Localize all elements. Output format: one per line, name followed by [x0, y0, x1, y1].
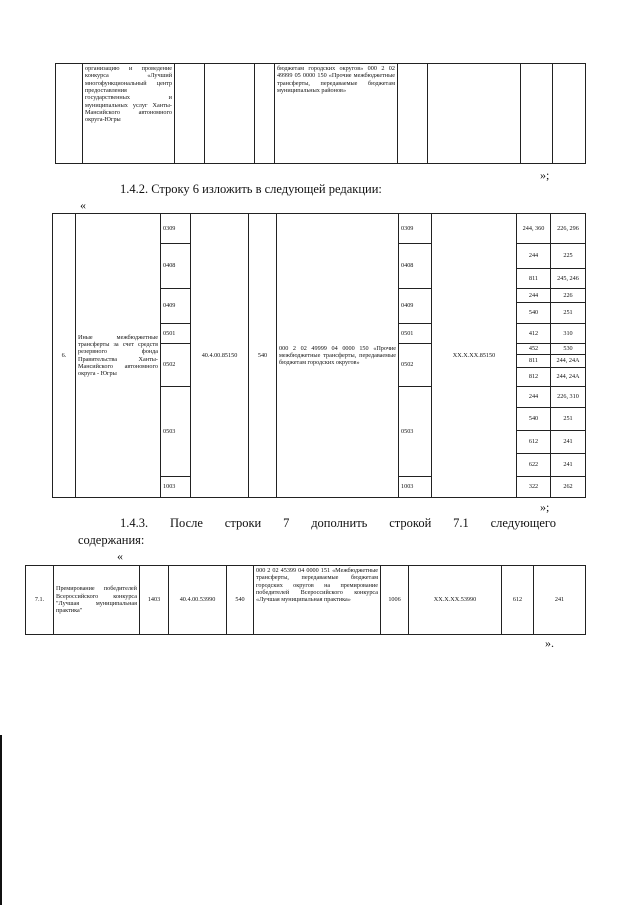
kosgu-code: 251: [551, 408, 586, 431]
heading-word: строкой: [389, 516, 432, 530]
opening-quote: «: [117, 549, 123, 563]
heading-word: 1.4.3.: [120, 516, 149, 530]
section-code: 0503: [399, 387, 432, 477]
heading-continuation: содержания:: [78, 533, 145, 547]
kvr-code: 244: [517, 289, 551, 303]
heading-1-4-2: 1.4.2. Строку 6 изложить в следующей редакции:: [120, 182, 382, 196]
row-7-1-table: [25, 565, 586, 635]
kosgu-code: 310: [551, 324, 586, 344]
kosgu-code: 226, 296: [551, 214, 586, 244]
row-number: 7.1.: [26, 566, 54, 635]
kvr-code: 622: [517, 454, 551, 477]
heading-1-4-3: [120, 516, 556, 531]
kdr-code: 000 2 02 45399 04 0000 151 «Межбюджетные трансферты, передаваемые бюджетам городских округов на премирование победителей Всероссийского конкурса «Лучшая муниципальная практика»: [254, 566, 381, 635]
section-code: 0501: [161, 324, 191, 344]
kosgu-code: 251: [551, 303, 586, 324]
kvr-code: 412: [517, 324, 551, 344]
kvr-code: 540: [517, 303, 551, 324]
row-6-table: [52, 213, 586, 498]
table-cell: [428, 64, 521, 164]
section-code: 0309: [399, 214, 432, 244]
row-name: Иные межбюджетные трансферты за счет средств резервного фонда Правительства Ханты-Мансийского автономного округа - Югры: [76, 214, 161, 498]
kvr-code: 612: [502, 566, 534, 635]
heading-word: строки: [224, 516, 262, 530]
kvr-code: 244: [517, 387, 551, 408]
heading-word: следующего: [490, 516, 556, 530]
table-cell: [175, 64, 205, 164]
kosgu-code: 226: [551, 289, 586, 303]
table-cell-name: организацию и проведение конкурса «Лучший многофункциональный центр предоставления государственных и муниципальных услуг Ханты-Мансийского автономного округа-Югры: [83, 64, 175, 164]
heading-word: 7: [283, 516, 290, 530]
kvr-code: 244, 360: [517, 214, 551, 244]
kosgu-code: 262: [551, 477, 586, 498]
kosgu-code: 530: [551, 344, 586, 355]
kosgu-code: 244, 24А: [551, 368, 586, 387]
kvr-code: 322: [517, 477, 551, 498]
continuation-table: [55, 63, 586, 164]
kosgu-code: 225: [551, 244, 586, 269]
target-code-2: ХХ.Х.ХХ.53990: [409, 566, 502, 635]
target-code-2: ХХ.Х.ХХ.85150: [432, 214, 517, 498]
kvr-code: 540: [517, 408, 551, 431]
section-code: 0408: [399, 244, 432, 289]
section-code: 0503: [161, 387, 191, 477]
kosgu-code: 241: [534, 566, 586, 635]
target-code: 40.4.00.53990: [169, 566, 227, 635]
kvr-code: 811: [517, 269, 551, 289]
section-code: 0502: [399, 344, 432, 387]
scan-edge-mark: [0, 735, 2, 905]
kosgu-code: 244, 24А: [551, 355, 586, 368]
heading-word: 7.1: [453, 516, 469, 530]
table-cell: [553, 64, 586, 164]
heading-word: После: [169, 516, 203, 530]
section-code: 0501: [399, 324, 432, 344]
row-number: 6.: [53, 214, 76, 498]
section-code: 1003: [161, 477, 191, 498]
target-code: 40.4.00.85150: [191, 214, 249, 498]
section-code: 1003: [399, 477, 432, 498]
kvr-code: 452: [517, 344, 551, 355]
section-code: 0502: [161, 344, 191, 387]
section-code: 0408: [161, 244, 191, 289]
section-code: 0409: [399, 289, 432, 324]
kosgu-code: 241: [551, 431, 586, 454]
table-cell: [56, 64, 83, 164]
kosgu-code: 245, 246: [551, 269, 586, 289]
kosgu-code: 241: [551, 454, 586, 477]
section-code: 0409: [161, 289, 191, 324]
section-code: 0309: [161, 214, 191, 244]
kvr-code: 811: [517, 355, 551, 368]
closing-quote: »;: [540, 500, 550, 514]
table-cell: [521, 64, 553, 164]
table-cell: [205, 64, 255, 164]
kosgu-code: 226, 310: [551, 387, 586, 408]
heading-word: дополнить: [311, 516, 368, 530]
table-cell-kdr: бюджетам городских округов» 000 2 02 49999 05 0000 150 «Прочие межбюджетные трансферты, передаваемые бюджетам муниципальных районов»: [275, 64, 398, 164]
section-code-2: 1006: [381, 566, 409, 635]
kvr-code: 812: [517, 368, 551, 387]
closing-quote: »;: [540, 168, 550, 182]
opening-quote: «: [80, 198, 86, 212]
vr-code: 540: [227, 566, 254, 635]
closing-quote: ».: [545, 636, 554, 650]
row-name: Премирование победителей Всероссийского конкурса "Лучшая муниципальная практика": [54, 566, 140, 635]
kvr-code: 612: [517, 431, 551, 454]
kdr-code: 000 2 02 49999 04 0000 150 «Прочие межбюджетные трансферты, передаваемые бюджетам городских округов»: [277, 214, 399, 498]
table-cell: [255, 64, 275, 164]
vr-code: 540: [249, 214, 277, 498]
kvr-code: 244: [517, 244, 551, 269]
table-cell: [398, 64, 428, 164]
section-code: 1403: [140, 566, 169, 635]
